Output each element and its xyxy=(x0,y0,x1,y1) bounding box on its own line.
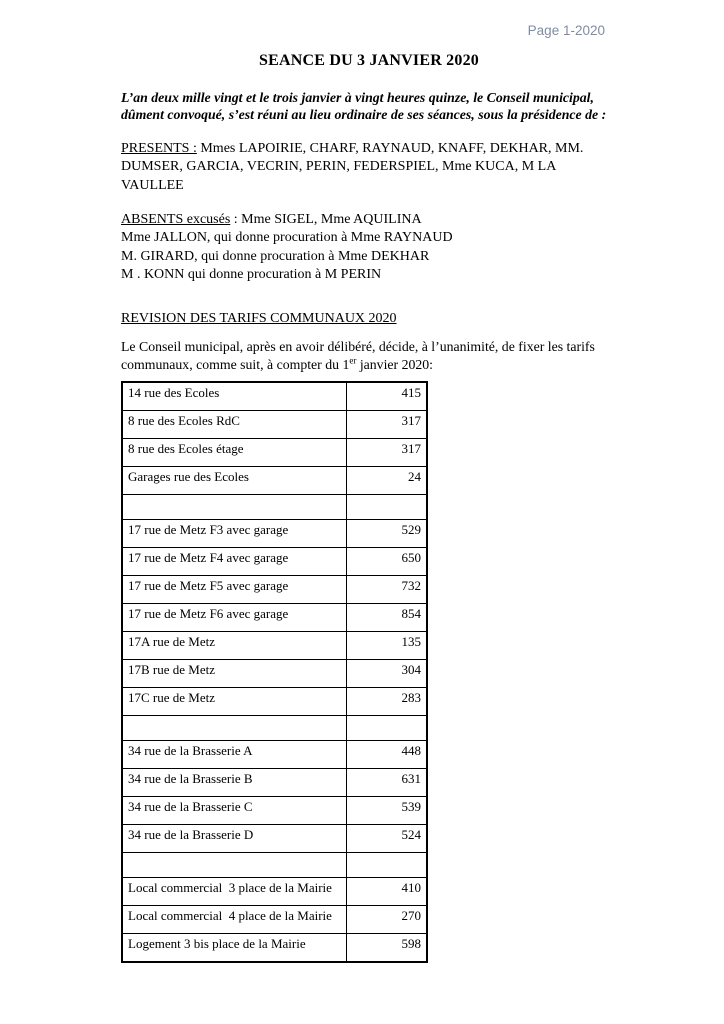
tariff-label-cell: 34 rue de la Brasserie D xyxy=(122,825,347,853)
table-row xyxy=(122,716,427,741)
tariff-label-cell: 34 rue de la Brasserie C xyxy=(122,797,347,825)
absents-paragraph xyxy=(121,211,617,285)
table-row xyxy=(122,604,427,632)
tariff-value-cell: 415 xyxy=(347,382,428,411)
tariff-label-cell: 17 rue de Metz F6 avec garage xyxy=(122,604,347,632)
absents-label: ABSENTS excusés xyxy=(121,211,231,227)
presents-paragraph xyxy=(121,140,617,196)
tariff-value-cell xyxy=(347,853,428,878)
section-heading: REVISION DES TARIFS COMMUNAUX 2020 xyxy=(121,311,397,327)
decision-text-after: janvier 2020: xyxy=(356,356,434,372)
absents-line: M . KONN qui donne procuration à M PERIN xyxy=(121,267,382,283)
tariff-value-cell: 270 xyxy=(347,906,428,934)
tariff-label-cell: 17A rue de Metz xyxy=(122,632,347,660)
tariff-table xyxy=(121,381,428,963)
decision-superscript: er xyxy=(349,355,357,366)
tariff-label-cell: Local commercial 3 place de la Mairie xyxy=(122,878,347,906)
tariff-value-cell: 529 xyxy=(347,520,428,548)
tariff-value-cell: 598 xyxy=(347,934,428,963)
tariff-value-cell: 304 xyxy=(347,660,428,688)
tariff-value-cell: 732 xyxy=(347,576,428,604)
tariff-value-cell: 317 xyxy=(347,411,428,439)
tariff-label-cell xyxy=(122,495,347,520)
table-row xyxy=(122,382,427,411)
tariff-label-cell: 17 rue de Metz F3 avec garage xyxy=(122,520,347,548)
page-number-label: Page 1-2020 xyxy=(527,23,605,38)
table-row xyxy=(122,906,427,934)
tariff-label-cell: 17 rue de Metz F4 avec garage xyxy=(122,548,347,576)
tariff-value-cell: 448 xyxy=(347,741,428,769)
absents-line: M. GIRARD, qui donne procuration à Mme DEKHAR xyxy=(121,248,430,264)
tariff-value-cell: 650 xyxy=(347,548,428,576)
tariff-label-cell: 8 rue des Ecoles RdC xyxy=(122,411,347,439)
tariff-value-cell: 283 xyxy=(347,688,428,716)
tariff-label-cell: 34 rue de la Brasserie A xyxy=(122,741,347,769)
tariff-value-cell: 631 xyxy=(347,769,428,797)
tariff-label-cell: 34 rue de la Brasserie B xyxy=(122,769,347,797)
absents-first-line-rest: : Mme SIGEL, Mme AQUILINA xyxy=(230,211,422,227)
tariff-value-cell: 410 xyxy=(347,878,428,906)
tariff-label-cell: 14 rue des Ecoles xyxy=(122,382,347,411)
tariff-value-cell: 539 xyxy=(347,797,428,825)
tariff-label-cell: Logement 3 bis place de la Mairie xyxy=(122,934,347,963)
table-row xyxy=(122,878,427,906)
table-row xyxy=(122,632,427,660)
table-row xyxy=(122,741,427,769)
page-title: SEANCE DU 3 JANVIER 2020 xyxy=(259,52,479,69)
table-row xyxy=(122,853,427,878)
decision-text-before: Le Conseil municipal, après en avoir délibéré, décide, à l’unanimité, de fixer les tarifs communaux, comme suit, à compter du 1 xyxy=(121,339,595,372)
table-row xyxy=(122,797,427,825)
presents-label: PRESENTS : xyxy=(121,140,197,156)
tariff-table-body xyxy=(122,382,427,962)
table-row xyxy=(122,576,427,604)
table-row xyxy=(122,825,427,853)
tariff-label-cell: 17B rue de Metz xyxy=(122,660,347,688)
tariff-label-cell: 8 rue des Ecoles étage xyxy=(122,439,347,467)
tariff-value-cell: 317 xyxy=(347,439,428,467)
table-row xyxy=(122,411,427,439)
tariff-value-cell: 135 xyxy=(347,632,428,660)
tariff-value-cell: 524 xyxy=(347,825,428,853)
tariff-label-cell xyxy=(122,716,347,741)
table-row xyxy=(122,688,427,716)
table-row xyxy=(122,934,427,963)
table-row xyxy=(122,439,427,467)
table-row xyxy=(122,548,427,576)
tariff-value-cell: 24 xyxy=(347,467,428,495)
tariff-value-cell xyxy=(347,716,428,741)
tariff-label-cell: 17C rue de Metz xyxy=(122,688,347,716)
tariff-label-cell: Local commercial 4 place de la Mairie xyxy=(122,906,347,934)
table-row xyxy=(122,495,427,520)
absents-line: Mme JALLON, qui donne procuration à Mme RAYNAUD xyxy=(121,230,453,246)
table-row xyxy=(122,769,427,797)
table-row xyxy=(122,467,427,495)
tariff-label-cell: Garages rue des Ecoles xyxy=(122,467,347,495)
intro-paragraph: L’an deux mille vingt et le trois janvier à vingt heures quinze, le Conseil municipal, dûment convoqué, s’est réuni au lieu ordinaire de ses séances, sous la présidence de : xyxy=(121,90,607,123)
tariff-value-cell: 854 xyxy=(347,604,428,632)
tariff-label-cell xyxy=(122,853,347,878)
decision-paragraph xyxy=(121,338,617,373)
table-row xyxy=(122,660,427,688)
tariff-value-cell xyxy=(347,495,428,520)
tariff-label-cell: 17 rue de Metz F5 avec garage xyxy=(122,576,347,604)
table-row xyxy=(122,520,427,548)
presents-text: Mmes LAPOIRIE, CHARF, RAYNAUD, KNAFF, DEKHAR, MM. DUMSER, GARCIA, VECRIN, PERIN, FEDERSPIEL, Mme KUCA, M LA VAULLEE xyxy=(121,140,584,193)
document-content xyxy=(121,52,617,963)
